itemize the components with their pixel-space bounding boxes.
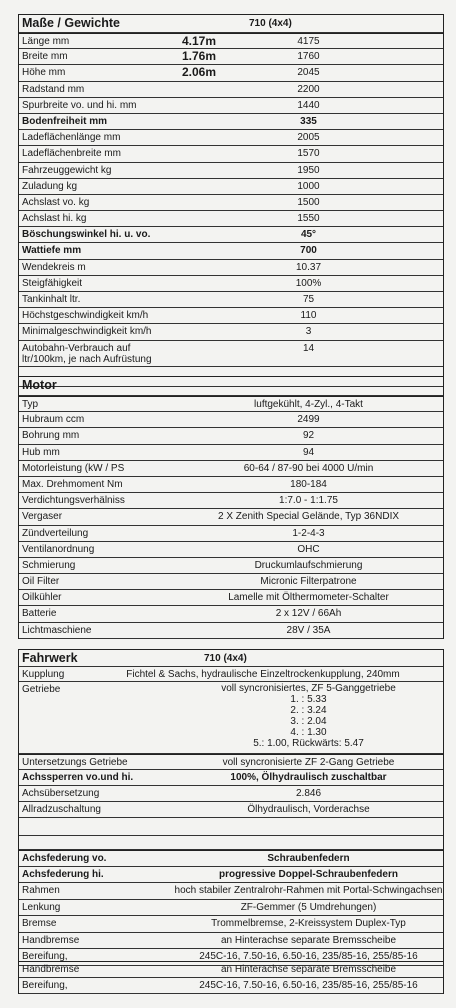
motor-label: Vergaser bbox=[22, 511, 63, 523]
dims-value: 1000 bbox=[297, 180, 320, 192]
dims-row bbox=[19, 308, 443, 324]
getriebe-row bbox=[19, 682, 443, 754]
federung-value: progressive Doppel-Schraubenfedern bbox=[219, 868, 398, 880]
fahrwerk-blank-row bbox=[19, 818, 443, 836]
dims-value: 45° bbox=[300, 229, 317, 241]
dims-row bbox=[19, 163, 443, 179]
motor-row bbox=[19, 445, 443, 461]
motor-row bbox=[19, 477, 443, 493]
dims-value: 1440 bbox=[297, 99, 320, 111]
dims-row bbox=[19, 243, 443, 259]
fahrwerk-value: 2.846 bbox=[295, 788, 322, 799]
motor-label: Zündverteilung bbox=[22, 527, 89, 539]
motor-value: OHC bbox=[297, 543, 320, 555]
motor-row bbox=[19, 574, 443, 590]
dims-value: 1950 bbox=[297, 164, 320, 176]
dims-row bbox=[19, 130, 443, 146]
motor-title: Motor bbox=[22, 378, 57, 392]
motor-value: Micronic Filterpatrone bbox=[260, 576, 357, 588]
federung-label: Lenkung bbox=[22, 901, 61, 913]
fahrwerk-model: 710 (4x4) bbox=[204, 653, 247, 664]
dims-label: Fahrzeuggewicht kg bbox=[22, 164, 112, 176]
federung-label: Handbremse bbox=[22, 934, 80, 946]
getriebe-line: 1. : 5.33 bbox=[290, 694, 327, 705]
dims-value: 700 bbox=[300, 245, 317, 257]
dims-value: 1760 bbox=[297, 51, 320, 63]
dims-row bbox=[19, 146, 443, 162]
dims-row bbox=[19, 227, 443, 243]
kupplung-label: Kupplung bbox=[22, 669, 65, 680]
dims-header-row bbox=[19, 14, 443, 33]
federung-value: Trommelbremse, 2-Kreissystem Duplex-Typ bbox=[211, 918, 406, 929]
motor-row bbox=[19, 606, 443, 622]
federung-value: ZF-Gemmer (5 Umdrehungen) bbox=[240, 901, 377, 913]
dims-label: Böschungswinkel hi. u. vo. bbox=[22, 229, 151, 241]
federung-row bbox=[19, 850, 443, 867]
motor-value: 2 X Zenith Special Gelände, Typ 36NDIX bbox=[217, 511, 400, 523]
motor-label: Verdichtungsverhälniss bbox=[22, 495, 125, 507]
dims-row bbox=[19, 179, 443, 195]
repeat-label: Bereifung, bbox=[22, 979, 68, 991]
motor-value: 1:7.0 - 1:1.75 bbox=[279, 495, 338, 507]
dims-highlight: 4.17m bbox=[182, 34, 217, 48]
fahrwerk-value: voll syncronisierte ZF 2-Gang Getriebe bbox=[222, 757, 395, 768]
dims-value: 3 bbox=[305, 326, 312, 338]
dims-label: Länge mm bbox=[22, 36, 70, 47]
federung-value: 245C-16, 7.50-16, 6.50-16, 235/85-16, 255/85-16 bbox=[199, 951, 418, 962]
dims-label: Steigfähigkeit bbox=[22, 277, 83, 289]
motor-value: 180-184 bbox=[290, 478, 327, 490]
motor-row bbox=[19, 526, 443, 542]
motor-header-row bbox=[19, 376, 443, 396]
fahrwerk-label: Allradzuschaltung bbox=[22, 804, 101, 815]
motor-value: 94 bbox=[302, 446, 315, 458]
dims-row bbox=[19, 276, 443, 292]
dims-value: 75 bbox=[302, 294, 315, 305]
fahrwerk-row bbox=[19, 786, 443, 802]
federung-rows bbox=[19, 850, 443, 966]
fahrwerk-label: Achsübersetzung bbox=[22, 788, 100, 799]
motor-row bbox=[19, 461, 443, 477]
dims-value: 335 bbox=[300, 115, 317, 127]
dims-value: 1550 bbox=[297, 213, 320, 225]
dims-label: Autobahn-Verbrauch auf ltr/100km, je nach Aufrüstung bbox=[22, 342, 152, 365]
dims-label: Achslast vo. kg bbox=[22, 196, 90, 208]
dims-label: Wendekreis m bbox=[22, 261, 86, 273]
motor-row bbox=[19, 428, 443, 444]
motor-row bbox=[19, 590, 443, 606]
federung-row bbox=[19, 916, 443, 933]
dims-highlight: 1.76m bbox=[182, 49, 217, 64]
dims-row bbox=[19, 341, 443, 367]
federung-value: an Hinterachse separate Bremsscheibe bbox=[220, 934, 397, 946]
dims-label: Achslast hi. kg bbox=[22, 213, 87, 225]
getriebe-line: 4. : 1.30 bbox=[290, 727, 327, 738]
dims-row bbox=[19, 33, 443, 49]
dims-label: Ladeflächenbreite mm bbox=[22, 148, 121, 160]
fahrwerk-row bbox=[19, 754, 443, 770]
dims-row bbox=[19, 49, 443, 65]
dims-label: Spurbreite vo. und hi. mm bbox=[22, 99, 137, 111]
getriebe-line: 5.: 1.00, Rückwärts: 5.47 bbox=[253, 738, 364, 749]
motor-rows bbox=[19, 396, 443, 639]
dims-row bbox=[19, 114, 443, 130]
motor-row bbox=[19, 509, 443, 525]
federung-label: Bremse bbox=[22, 918, 57, 929]
dims-row bbox=[19, 195, 443, 211]
repeat-rows bbox=[19, 961, 443, 994]
federung-label: Rahmen bbox=[22, 885, 60, 896]
motor-value: 2499 bbox=[297, 414, 320, 426]
federung-label: Bereifung, bbox=[22, 951, 68, 962]
dims-value: 1570 bbox=[297, 148, 320, 160]
fahrwerk-rows bbox=[19, 754, 443, 818]
dims-row bbox=[19, 98, 443, 114]
dims-row bbox=[19, 82, 443, 98]
getriebe-value bbox=[174, 683, 443, 749]
dims-value: 10.37 bbox=[295, 261, 322, 273]
kupplung-value: Fichtel & Sachs, hydraulische Einzeltrockenkupplung, 240mm bbox=[126, 669, 400, 680]
fahrwerk-title: Fahrwerk bbox=[22, 651, 78, 665]
motor-row bbox=[19, 396, 443, 412]
motor-label: Ventilanordnung bbox=[22, 543, 95, 555]
federung-label: Achsfederung vo. bbox=[22, 853, 107, 864]
dims-row bbox=[19, 324, 443, 340]
fahrwerk-label: Untersetzungs Getriebe bbox=[22, 757, 128, 768]
fahrwerk-value: Ölhydraulisch, Vorderachse bbox=[247, 804, 370, 815]
dims-table bbox=[18, 14, 444, 387]
dims-value: 1500 bbox=[297, 196, 320, 208]
motor-value: 92 bbox=[302, 430, 315, 442]
repeat-label: Handbremse bbox=[22, 964, 80, 975]
getriebe-line: 2. : 3.24 bbox=[290, 705, 327, 716]
dims-model: 710 (4x4) bbox=[249, 18, 292, 29]
fahrwerk-table bbox=[18, 649, 444, 966]
dims-row bbox=[19, 65, 443, 81]
dims-value: 4175 bbox=[297, 36, 320, 47]
motor-label: Bohrung mm bbox=[22, 430, 80, 442]
kupplung-row bbox=[19, 667, 443, 682]
motor-label: Hub mm bbox=[22, 446, 60, 458]
motor-value: 28V / 35A bbox=[286, 624, 331, 636]
dims-value: 2200 bbox=[297, 83, 320, 95]
federung-value: hoch stabiler Zentralrohr-Rahmen mit Portal-Schwingachsen bbox=[174, 885, 443, 896]
dims-rows bbox=[19, 33, 443, 367]
motor-label: Oilkühler bbox=[22, 592, 62, 604]
motor-row bbox=[19, 412, 443, 428]
motor-label: Motorleistung (kW / PS bbox=[22, 462, 125, 474]
motor-label: Typ bbox=[22, 399, 39, 410]
motor-value: 2 x 12V / 66Ah bbox=[275, 608, 342, 620]
dims-label: Breite mm bbox=[22, 51, 68, 63]
getriebe-line: 3. : 2.04 bbox=[290, 716, 327, 727]
fahrwerk-label: Achssperren vo.und hi. bbox=[22, 772, 134, 783]
motor-value: Druckumlaufschmierung bbox=[254, 559, 363, 571]
dims-highlight: 2.06m bbox=[182, 65, 217, 80]
motor-row bbox=[19, 493, 443, 509]
dims-title: Maße / Gewichte bbox=[22, 16, 120, 30]
fahrwerk-header-row bbox=[19, 649, 443, 667]
motor-label: Oil Filter bbox=[22, 576, 60, 588]
dims-label: Ladeflächenlänge mm bbox=[22, 132, 121, 144]
dims-value: 14 bbox=[302, 342, 315, 354]
dims-value: 2005 bbox=[297, 132, 320, 144]
getriebe-label: Getriebe bbox=[22, 684, 61, 695]
federung-row bbox=[19, 867, 443, 884]
motor-row bbox=[19, 542, 443, 558]
motor-label: Schmierung bbox=[22, 559, 76, 571]
dims-label: Wattiefe mm bbox=[22, 245, 82, 257]
motor-value: Lamelle mit Ölthermometer-Schalter bbox=[228, 592, 389, 604]
dims-label: Höchstgeschwindigkeit km/h bbox=[22, 310, 149, 322]
repeat-table bbox=[18, 961, 444, 994]
repeat-row bbox=[19, 961, 443, 978]
dims-label: Minimalgeschwindigkeit km/h bbox=[22, 326, 152, 338]
federung-value: Schraubenfedern bbox=[267, 853, 350, 864]
getriebe-line: voll syncronisiertes, ZF 5-Ganggetriebe bbox=[221, 683, 396, 694]
motor-value: 1-2-4-3 bbox=[292, 527, 325, 539]
dims-label: Tankinhalt ltr. bbox=[22, 294, 81, 305]
dims-value: 2045 bbox=[297, 67, 320, 79]
federung-row bbox=[19, 883, 443, 900]
fahrwerk-row bbox=[19, 770, 443, 786]
fahrwerk-gap bbox=[19, 836, 443, 850]
motor-row bbox=[19, 558, 443, 574]
federung-row bbox=[19, 933, 443, 950]
dims-row bbox=[19, 211, 443, 227]
motor-label: Lichtmaschiene bbox=[22, 624, 92, 636]
federung-row bbox=[19, 900, 443, 917]
motor-label: Hubraum ccm bbox=[22, 414, 85, 426]
dims-value: 100% bbox=[295, 277, 322, 289]
repeat-value: an Hinterachse separate Bremsscheibe bbox=[220, 964, 397, 975]
motor-value: luftgekühlt, 4-Zyl., 4-Takt bbox=[254, 399, 363, 410]
motor-label: Max. Drehmoment Nm bbox=[22, 478, 123, 490]
fahrwerk-value: 100%, Ölhydraulisch zuschaltbar bbox=[230, 772, 387, 783]
dims-value: 110 bbox=[300, 310, 317, 322]
dims-label: Radstand mm bbox=[22, 83, 85, 95]
dims-label: Zuladung kg bbox=[22, 180, 78, 192]
motor-table bbox=[18, 376, 444, 639]
motor-value: 60-64 / 87-90 bei 4000 U/min bbox=[243, 462, 374, 474]
dims-label: Bodenfreiheit mm bbox=[22, 115, 108, 127]
fahrwerk-row bbox=[19, 802, 443, 818]
motor-row bbox=[19, 623, 443, 639]
dims-row bbox=[19, 260, 443, 276]
federung-label: Achsfederung hi. bbox=[22, 868, 104, 880]
dims-label: Höhe mm bbox=[22, 67, 66, 79]
repeat-value: 245C-16, 7.50-16, 6.50-16, 235/85-16, 255/85-16 bbox=[199, 979, 418, 991]
motor-label: Batterie bbox=[22, 608, 57, 620]
dims-row bbox=[19, 292, 443, 308]
repeat-row bbox=[19, 978, 443, 995]
